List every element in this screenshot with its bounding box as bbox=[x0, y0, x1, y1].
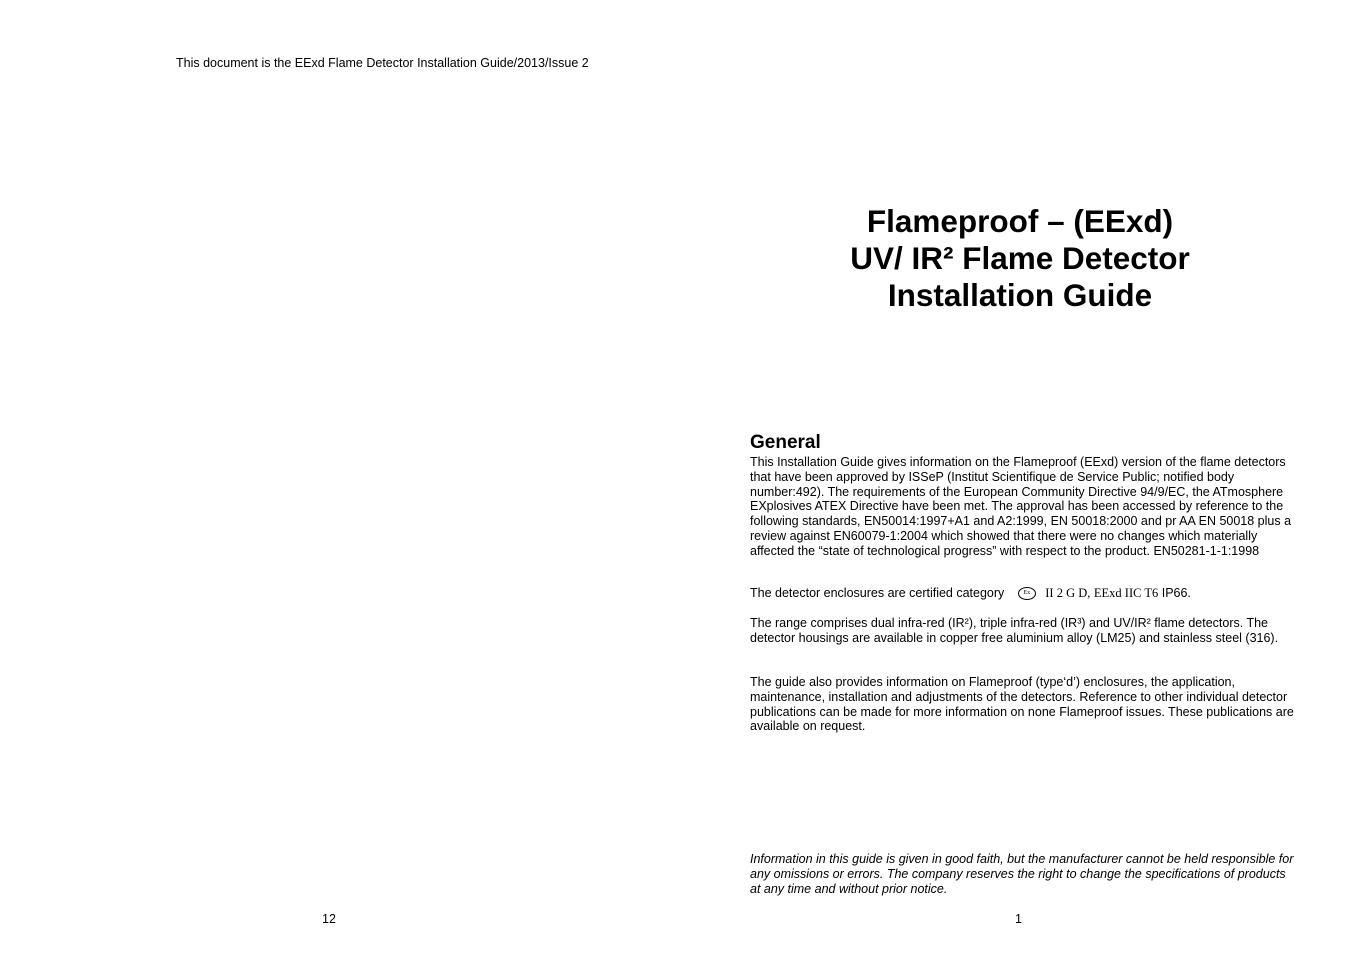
certification-line bbox=[750, 586, 1295, 601]
disclaimer-note: Information in this guide is given in good faith, but the manufacturer cannot be held responsible for any omissions or errors. The company reserves the right to change the specifications of products at any time and without prior notice. bbox=[750, 852, 1294, 896]
certification-marking: EExd IIC T6 bbox=[1093, 586, 1159, 600]
document-reference: This document is the EExd Flame Detector Installation Guide/2013/Issue 2 bbox=[176, 56, 589, 70]
certification-prefix: The detector enclosures are certified category bbox=[750, 586, 1005, 600]
document-title bbox=[760, 203, 1280, 314]
general-paragraph-approval: This Installation Guide gives information on the Flameproof (EExd) version of the flame detectors that have been approved by ISSeP (Institut Scientifique de Service Public; notified body number:492). The requirements of the European Community Directive 94/9/EC, the ATmosphere EXplosives ATEX Directive have been met. The approval has been accessed by reference to the following standards, EN50014:1997+A1 and A2:1999, EN 50018:2000 and pr AA EN 50018 plus a review against EN60079-1:2004 which showed that there were no changes which materially affected the “state of technological progress” with respect to the product. EN50281-1-1:1998 bbox=[750, 455, 1292, 558]
title-line-3: Installation Guide bbox=[887, 277, 1153, 313]
section-heading-general: General bbox=[750, 432, 821, 453]
title-line-1: Flameproof – (EExd) bbox=[866, 203, 1174, 239]
certification-group: II 2 G D, bbox=[1045, 586, 1091, 600]
title-line-2: UV/ IR² Flame Detector bbox=[850, 240, 1190, 276]
ex-mark-icon: Ex bbox=[1018, 587, 1036, 600]
left-page-number: 12 bbox=[322, 912, 336, 926]
right-page-number: 1 bbox=[1015, 912, 1022, 926]
general-paragraph-range: The range comprises dual infra-red (IR²), triple infra-red (IR³) and UV/IR² flame detectors. The detector housings are available in copper free aluminium alloy (LM25) and stainless steel (316). bbox=[750, 616, 1279, 645]
certification-ip-rating: IP66. bbox=[1161, 586, 1191, 600]
general-paragraph-guide-scope: The guide also provides information on Flameproof (type‘d’) enclosures, the application, maintenance, installation and adjustments of the detectors. Reference to other individual detector publications can be made for more information on none Flameproof issues. These publications are available on request. bbox=[750, 675, 1294, 734]
